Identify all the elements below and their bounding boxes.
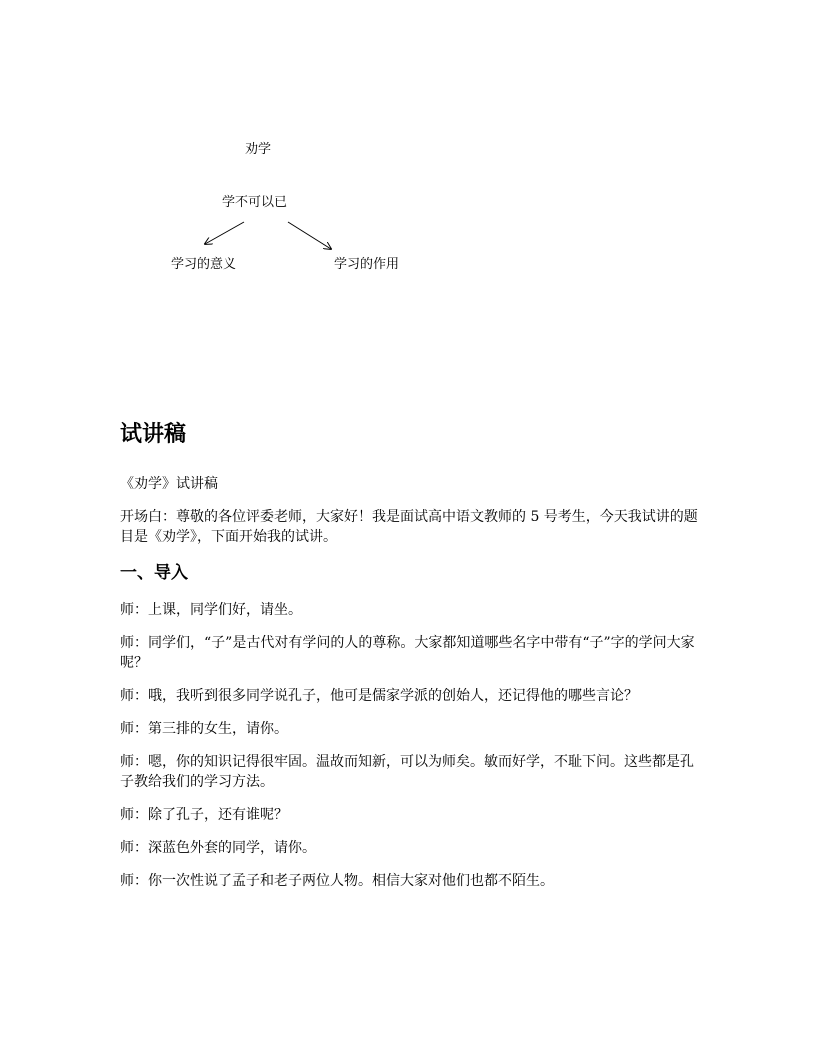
- section-heading-intro: 一、导入: [120, 563, 188, 583]
- diagram-center-node: 学不可以已: [222, 195, 288, 210]
- dialogue-paragraph: 师：深蓝色外套的同学，请你。: [120, 840, 316, 856]
- dialogue-paragraph: 师：哦，我听到很多同学说孔子，他可是儒家学派的创始人，还记得他的哪些言论？: [120, 688, 638, 704]
- diagram-right-node: 学习的作用: [334, 257, 400, 272]
- dialogue-paragraph: 师：嗯，你的知识记得很牢固。温故而知新，可以为师矣。敏而好学，不耻下问。这些都是孔子教给我们的学习方法。: [120, 754, 694, 790]
- dialogue-paragraph: 师：第三排的女生，请你。: [120, 721, 288, 737]
- diagram-arrows: [0, 0, 816, 300]
- dialogue-paragraph: 师：除了孔子，还有谁呢？: [120, 807, 288, 823]
- document-body: [120, 418, 700, 904]
- dialogue-paragraph: 师：你一次性说了孟子和老子两位人物。相信大家对他们也都不陌生。: [120, 873, 554, 889]
- document-title: 试讲稿: [120, 422, 187, 447]
- document-subtitle: 《劝学》试讲稿: [120, 476, 218, 492]
- arrow-right: [288, 222, 331, 249]
- diagram-title: 劝学: [245, 142, 272, 157]
- concept-diagram: [0, 0, 816, 300]
- opening-paragraph: 开场白：尊敬的各位评委老师，大家好！我是面试高中语文教师的 5 号考生，今天我试讲的题目是《劝学》，下面开始我的试讲。: [120, 509, 698, 545]
- diagram-left-node: 学习的意义: [171, 257, 237, 272]
- dialogue-paragraph: 师：同学们，“子”是古代对有学问的人的尊称。大家都知道哪些名字中带有“子”字的学问大家呢？: [120, 635, 695, 671]
- dialogue-paragraph: 师：上课，同学们好，请坐。: [120, 602, 302, 618]
- arrow-left: [205, 222, 244, 244]
